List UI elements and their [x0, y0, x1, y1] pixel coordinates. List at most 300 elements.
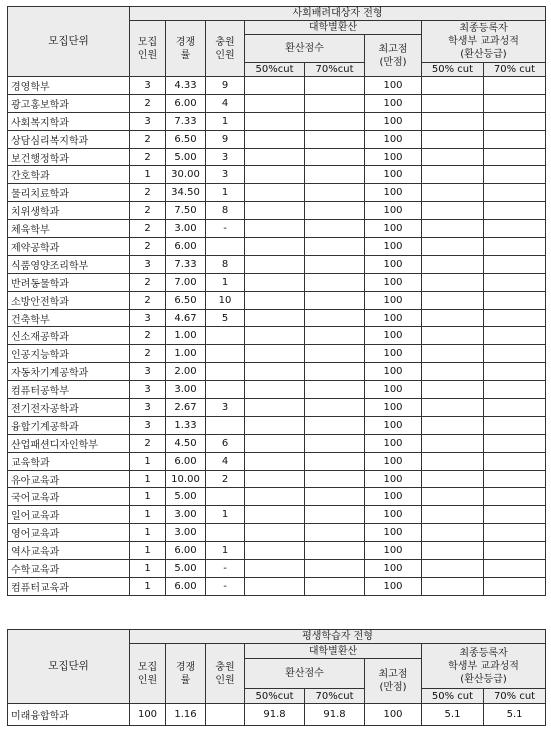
value-cell: 1: [130, 506, 166, 524]
value-cell: [206, 488, 245, 506]
unit-name-cell: 광고홍보학과: [8, 94, 130, 112]
value-cell: [206, 381, 245, 399]
table-row: [8, 291, 546, 309]
value-cell: 100: [365, 488, 422, 506]
value-cell: 6.50: [166, 130, 206, 148]
value-cell: [422, 220, 484, 238]
value-cell: [245, 363, 305, 381]
unit-name-cell: 상담심리복지학과: [8, 130, 130, 148]
value-cell: 6.00: [166, 452, 206, 470]
value-cell: [305, 220, 365, 238]
value-cell: 7.33: [166, 255, 206, 273]
value-cell: 6.00: [166, 238, 206, 256]
value-cell: [422, 470, 484, 488]
value-cell: 5.00: [166, 488, 206, 506]
value-cell: 3.00: [166, 381, 206, 399]
value-cell: [484, 577, 546, 595]
value-cell: [245, 524, 305, 542]
value-cell: 2: [130, 94, 166, 112]
value-cell: [484, 94, 546, 112]
value-cell: [422, 345, 484, 363]
table-row: [8, 577, 546, 595]
header-track-title: 평생학습자 전형: [130, 630, 546, 644]
value-cell: [305, 399, 365, 417]
value-cell: 100: [365, 506, 422, 524]
value-cell: [245, 470, 305, 488]
value-cell: [245, 434, 305, 452]
value-cell: 6: [206, 434, 245, 452]
value-cell: 3: [130, 77, 166, 95]
value-cell: [422, 452, 484, 470]
value-cell: [305, 273, 365, 291]
value-cell: [305, 560, 365, 578]
value-cell: [245, 148, 305, 166]
value-cell: 100: [365, 560, 422, 578]
value-cell: 100: [365, 291, 422, 309]
value-cell: [245, 416, 305, 434]
value-cell: [484, 416, 546, 434]
value-cell: 5.00: [166, 148, 206, 166]
header-extra: 충원 인원: [206, 21, 245, 77]
value-cell: 1.00: [166, 327, 206, 345]
unit-name-cell: 신소재공학과: [8, 327, 130, 345]
header-cut70: 70%cut: [305, 63, 365, 77]
table-row: [8, 184, 546, 202]
value-cell: 100: [365, 542, 422, 560]
value-cell: 1: [130, 524, 166, 542]
value-cell: 100: [365, 327, 422, 345]
value-cell: [484, 542, 546, 560]
value-cell: 100: [365, 452, 422, 470]
value-cell: [305, 488, 365, 506]
value-cell: 1: [206, 542, 245, 560]
value-cell: [305, 327, 365, 345]
value-cell: [305, 202, 365, 220]
table-row: [8, 94, 546, 112]
value-cell: 2: [130, 238, 166, 256]
table-row: [8, 238, 546, 256]
header-max: 최고점 (만점): [365, 659, 422, 704]
value-cell: [484, 77, 546, 95]
value-cell: [245, 309, 305, 327]
value-cell: [422, 148, 484, 166]
header-max: 최고점 (만점): [365, 35, 422, 77]
value-cell: 3: [130, 399, 166, 417]
header-final-cut50: 50% cut: [422, 689, 484, 704]
table-header: [8, 630, 546, 704]
value-cell: 100: [365, 399, 422, 417]
value-cell: 100: [365, 704, 422, 726]
value-cell: [245, 381, 305, 399]
value-cell: 6.50: [166, 291, 206, 309]
value-cell: [484, 130, 546, 148]
value-cell: [206, 363, 245, 381]
value-cell: [305, 291, 365, 309]
value-cell: [484, 220, 546, 238]
lifelong-learner-table: [7, 629, 546, 726]
value-cell: 2: [130, 291, 166, 309]
value-cell: [305, 77, 365, 95]
value-cell: [305, 184, 365, 202]
value-cell: [305, 577, 365, 595]
value-cell: [484, 434, 546, 452]
value-cell: [484, 452, 546, 470]
value-cell: [484, 399, 546, 417]
value-cell: [305, 130, 365, 148]
value-cell: 1: [130, 470, 166, 488]
value-cell: 3.00: [166, 524, 206, 542]
unit-name-cell: 컴퓨터공학부: [8, 381, 130, 399]
header-ratio: 경쟁 률: [166, 21, 206, 77]
table-row: [8, 166, 546, 184]
value-cell: [245, 542, 305, 560]
value-cell: 5.1: [422, 704, 484, 726]
value-cell: [422, 112, 484, 130]
value-cell: [422, 416, 484, 434]
value-cell: [422, 130, 484, 148]
unit-name-cell: 식품영양조리학부: [8, 255, 130, 273]
value-cell: [245, 184, 305, 202]
table-row: [8, 255, 546, 273]
value-cell: [484, 345, 546, 363]
value-cell: [305, 506, 365, 524]
unit-name-cell: 경영학부: [8, 77, 130, 95]
table-row: [8, 327, 546, 345]
header-quota: 모집 인원: [130, 21, 166, 77]
unit-name-cell: 치위생학과: [8, 202, 130, 220]
value-cell: 3: [206, 148, 245, 166]
value-cell: [305, 238, 365, 256]
value-cell: [245, 94, 305, 112]
value-cell: 7.50: [166, 202, 206, 220]
value-cell: [484, 506, 546, 524]
table-row: [8, 309, 546, 327]
value-cell: 3: [130, 416, 166, 434]
header-final-cut70: 70% cut: [484, 63, 546, 77]
value-cell: [305, 542, 365, 560]
value-cell: 3.00: [166, 506, 206, 524]
value-cell: 100: [365, 434, 422, 452]
value-cell: 2: [130, 202, 166, 220]
value-cell: [245, 166, 305, 184]
table-row: [8, 273, 546, 291]
value-cell: 100: [365, 77, 422, 95]
value-cell: 1: [206, 273, 245, 291]
value-cell: 10.00: [166, 470, 206, 488]
value-cell: 4.50: [166, 434, 206, 452]
table-row: [8, 470, 546, 488]
table-row: [8, 148, 546, 166]
table-row: [8, 524, 546, 542]
table-row: [8, 381, 546, 399]
value-cell: 8: [206, 202, 245, 220]
value-cell: 3: [130, 363, 166, 381]
value-cell: 100: [365, 309, 422, 327]
table-row: [8, 542, 546, 560]
value-cell: [484, 470, 546, 488]
value-cell: 3: [130, 255, 166, 273]
unit-name-cell: 보건행정학과: [8, 148, 130, 166]
value-cell: [422, 488, 484, 506]
value-cell: [484, 166, 546, 184]
value-cell: 100: [365, 238, 422, 256]
value-cell: 7.00: [166, 273, 206, 291]
value-cell: 2: [130, 345, 166, 363]
value-cell: 100: [365, 166, 422, 184]
header-final: 최종등록자 학생부 교과성적 (환산등급): [422, 644, 546, 689]
value-cell: 9: [206, 130, 245, 148]
value-cell: 2.00: [166, 363, 206, 381]
value-cell: 2: [206, 470, 245, 488]
unit-name-cell: 일어교육과: [8, 506, 130, 524]
value-cell: [305, 345, 365, 363]
value-cell: 1: [130, 166, 166, 184]
value-cell: [245, 130, 305, 148]
value-cell: [245, 345, 305, 363]
value-cell: 3: [130, 112, 166, 130]
value-cell: [422, 202, 484, 220]
value-cell: [206, 345, 245, 363]
value-cell: 100: [365, 470, 422, 488]
value-cell: 6.00: [166, 542, 206, 560]
value-cell: 5.1: [484, 704, 546, 726]
value-cell: 100: [365, 148, 422, 166]
value-cell: [245, 112, 305, 130]
table-row: [8, 452, 546, 470]
header-extra: 충원 인원: [206, 644, 245, 704]
table-body: [8, 704, 546, 726]
value-cell: 100: [365, 363, 422, 381]
value-cell: 3.00: [166, 220, 206, 238]
value-cell: [245, 255, 305, 273]
value-cell: [484, 291, 546, 309]
table-row: [8, 416, 546, 434]
value-cell: [422, 184, 484, 202]
value-cell: 2: [130, 434, 166, 452]
value-cell: 3: [130, 309, 166, 327]
value-cell: [305, 524, 365, 542]
unit-name-cell: 소방안전학과: [8, 291, 130, 309]
value-cell: [245, 291, 305, 309]
unit-name-cell: 국어교육과: [8, 488, 130, 506]
header-final-cut50: 50% cut: [422, 63, 484, 77]
value-cell: 2: [130, 327, 166, 345]
value-cell: 2: [130, 273, 166, 291]
unit-name-cell: 제약공학과: [8, 238, 130, 256]
value-cell: 2: [130, 220, 166, 238]
value-cell: 100: [365, 345, 422, 363]
header-cut50: 50%cut: [245, 63, 305, 77]
value-cell: 1: [206, 184, 245, 202]
value-cell: [305, 470, 365, 488]
value-cell: 100: [365, 273, 422, 291]
value-cell: [484, 381, 546, 399]
value-cell: [484, 560, 546, 578]
value-cell: 1: [130, 542, 166, 560]
value-cell: [484, 238, 546, 256]
value-cell: 8: [206, 255, 245, 273]
value-cell: [305, 452, 365, 470]
value-cell: [484, 184, 546, 202]
value-cell: 4: [206, 452, 245, 470]
table-row: [8, 506, 546, 524]
value-cell: [245, 77, 305, 95]
header-conv-score: 환산점수: [245, 659, 365, 689]
value-cell: [422, 381, 484, 399]
value-cell: [305, 309, 365, 327]
value-cell: 100: [365, 524, 422, 542]
value-cell: [245, 488, 305, 506]
value-cell: [245, 506, 305, 524]
header-track-title: 사회배려대상자 전형: [130, 7, 546, 21]
value-cell: [422, 166, 484, 184]
value-cell: 91.8: [305, 704, 365, 726]
value-cell: [305, 416, 365, 434]
table-row: [8, 560, 546, 578]
value-cell: 6.00: [166, 577, 206, 595]
header-ratio: 경쟁 률: [166, 644, 206, 704]
header-quota: 모집 인원: [130, 644, 166, 704]
value-cell: [422, 506, 484, 524]
table-row: [8, 202, 546, 220]
header-final-cut70: 70% cut: [484, 689, 546, 704]
value-cell: 30.00: [166, 166, 206, 184]
value-cell: [245, 577, 305, 595]
table-row: [8, 112, 546, 130]
table-header: [8, 7, 546, 77]
value-cell: [422, 577, 484, 595]
unit-name-cell: 체육학부: [8, 220, 130, 238]
value-cell: -: [206, 577, 245, 595]
value-cell: 1.16: [166, 704, 206, 726]
value-cell: 3: [130, 381, 166, 399]
value-cell: 5.00: [166, 560, 206, 578]
unit-name-cell: 미래융합학과: [8, 704, 130, 726]
value-cell: [422, 434, 484, 452]
value-cell: [206, 524, 245, 542]
value-cell: [484, 202, 546, 220]
value-cell: [305, 363, 365, 381]
value-cell: 100: [365, 255, 422, 273]
value-cell: 100: [130, 704, 166, 726]
table-row: [8, 704, 546, 726]
value-cell: 1: [130, 452, 166, 470]
table-row: [8, 399, 546, 417]
value-cell: [422, 399, 484, 417]
unit-name-cell: 건축학부: [8, 309, 130, 327]
value-cell: [245, 220, 305, 238]
header-conv-score: 환산점수: [245, 35, 365, 63]
table-row: [8, 130, 546, 148]
unit-name-cell: 역사교육과: [8, 542, 130, 560]
unit-name-cell: 영어교육과: [8, 524, 130, 542]
value-cell: 1: [206, 112, 245, 130]
value-cell: [484, 327, 546, 345]
unit-name-cell: 반려동물학과: [8, 273, 130, 291]
value-cell: [245, 238, 305, 256]
value-cell: [305, 166, 365, 184]
value-cell: 100: [365, 577, 422, 595]
table-row: [8, 488, 546, 506]
value-cell: [484, 363, 546, 381]
table-row: [8, 363, 546, 381]
value-cell: 1: [130, 560, 166, 578]
unit-name-cell: 사회복지학과: [8, 112, 130, 130]
value-cell: 1: [206, 506, 245, 524]
header-cut50: 50%cut: [245, 689, 305, 704]
value-cell: [206, 704, 245, 726]
value-cell: 4: [206, 94, 245, 112]
value-cell: [245, 202, 305, 220]
value-cell: [245, 399, 305, 417]
value-cell: 100: [365, 130, 422, 148]
value-cell: 1.00: [166, 345, 206, 363]
value-cell: [245, 452, 305, 470]
value-cell: [484, 273, 546, 291]
value-cell: 6.00: [166, 94, 206, 112]
unit-name-cell: 인공지능학과: [8, 345, 130, 363]
unit-name-cell: 유아교육과: [8, 470, 130, 488]
unit-name-cell: 산업패션디자인학부: [8, 434, 130, 452]
value-cell: [422, 291, 484, 309]
table-row: [8, 345, 546, 363]
header-cut70: 70%cut: [305, 689, 365, 704]
value-cell: [422, 363, 484, 381]
social-consideration-table: [7, 6, 546, 596]
table-body: [8, 77, 546, 596]
value-cell: 100: [365, 112, 422, 130]
value-cell: [422, 309, 484, 327]
value-cell: 2: [130, 130, 166, 148]
value-cell: [422, 94, 484, 112]
unit-name-cell: 컴퓨터교육과: [8, 577, 130, 595]
header-univ-conv: 대학별환산: [245, 21, 422, 35]
header-final: 최종등록자 학생부 교과성적 (환산등급): [422, 21, 546, 63]
unit-name-cell: 자동차기계공학과: [8, 363, 130, 381]
value-cell: [422, 524, 484, 542]
value-cell: [484, 148, 546, 166]
unit-name-cell: 교육학과: [8, 452, 130, 470]
value-cell: [422, 560, 484, 578]
value-cell: [305, 255, 365, 273]
value-cell: [245, 327, 305, 345]
value-cell: [305, 381, 365, 399]
value-cell: 34.50: [166, 184, 206, 202]
value-cell: 100: [365, 202, 422, 220]
unit-name-cell: 전기전자공학과: [8, 399, 130, 417]
value-cell: -: [206, 220, 245, 238]
table-row: [8, 434, 546, 452]
value-cell: 2: [130, 148, 166, 166]
value-cell: -: [206, 560, 245, 578]
value-cell: [245, 273, 305, 291]
value-cell: 10: [206, 291, 245, 309]
value-cell: [422, 255, 484, 273]
value-cell: [422, 542, 484, 560]
value-cell: [206, 238, 245, 256]
value-cell: [305, 148, 365, 166]
value-cell: [422, 238, 484, 256]
value-cell: 9: [206, 77, 245, 95]
header-unit: 모집단위: [8, 630, 130, 704]
header-univ-conv: 대학별환산: [245, 644, 422, 659]
unit-name-cell: 수학교육과: [8, 560, 130, 578]
unit-name-cell: 융합기계공학과: [8, 416, 130, 434]
value-cell: 100: [365, 94, 422, 112]
value-cell: [484, 255, 546, 273]
value-cell: [484, 309, 546, 327]
value-cell: [484, 488, 546, 506]
